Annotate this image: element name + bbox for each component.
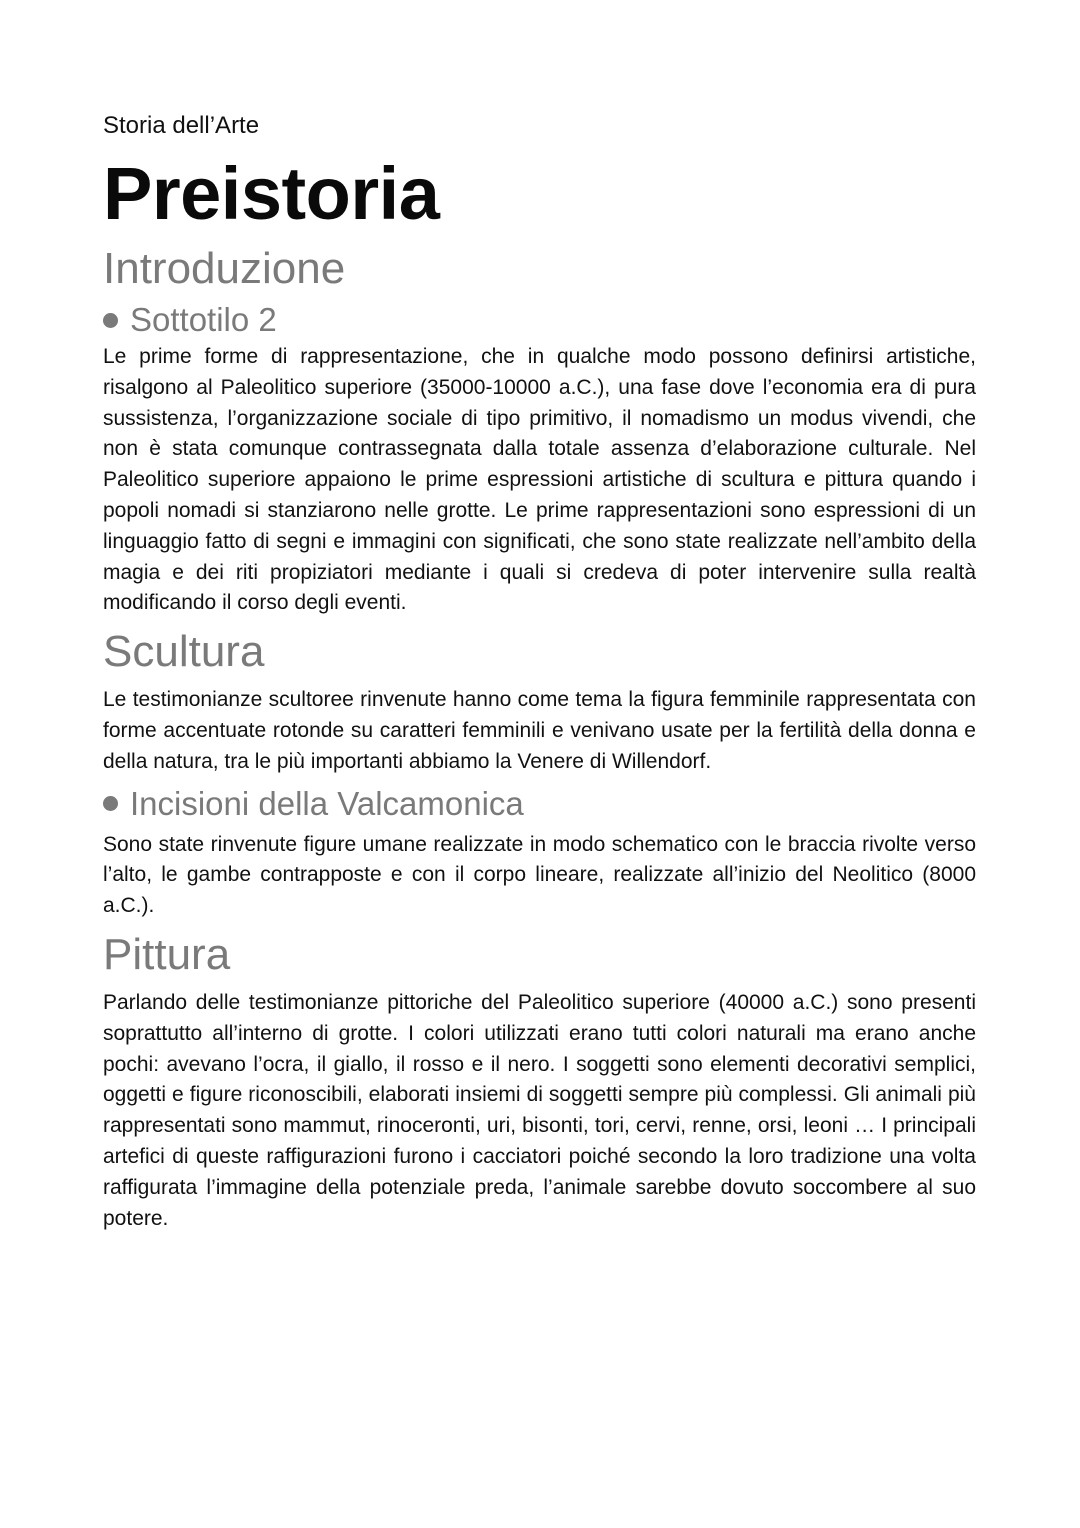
document-page	[103, 108, 976, 1234]
heading-scultura: Scultura	[103, 627, 265, 677]
paragraph-valcamonica: Sono state rinvenute figure umane realizzate in modo schematico con le braccia rivolte verso l’alto, le gambe contrapposte e con il corpo lineare, realizzate all’inizio del Neolitico (8000 a.C.).	[103, 832, 976, 918]
bullet-icon	[103, 313, 118, 328]
subject-label: Storia dell’Arte	[103, 112, 260, 139]
bullet-icon	[103, 796, 118, 811]
subheading-valcamonica	[103, 782, 976, 826]
document-title: Preistoria	[103, 152, 440, 235]
paragraph-scultura: Le testimonianze scultoree rinvenute hanno come tema la figura femminile rappresentata con forme accentuate rotonde su caratteri femminili e venivano usate per la fertilità della donna e della natura, tra le più importanti abbiamo la Venere di Willendorf.	[103, 688, 976, 773]
subheading-sottotitolo-text: Sottotilo 2	[130, 301, 277, 338]
heading-introduzione: Introduzione	[103, 244, 346, 293]
paragraph-pittura: Parlando delle testimonianze pittoriche del Paleolitico superiore (40000 a.C.) sono presenti soprattutto all’interno di grotte. I colori utilizzati erano tutti colori naturali ma erano anche pochi: avevano l’ocra, il giallo, il rosso e il nero. I soggetti sono elementi decorativi semplici, oggetti e figure riconoscibili, elaborati insiemi di soggetti sempre più complessi. Gli animali più rappresentati sono mammut, rinoceronti, uri, bisonti, tori, cervi, renne, orsi, leoni … I principali artefici di queste raffigurazioni furono i cacciatori poiché secondo la loro tradizione una volta raffigurata l’immagine della potenziale preda, l’animale sarebbe dovuto soccombere al suo potere.	[103, 990, 976, 1230]
subheading-valcamonica-text: Incisioni della Valcamonica	[130, 784, 524, 822]
paragraph-introduzione: Le prime forme di rappresentazione, che in qualche modo possono definirsi artistiche, risalgono al Paleolitico superiore (35000-10000 a.C.), una fase dove l’economia era di pura sussistenza, l’organizzazione sociale di tipo primitivo, il nomadismo un modus vivendi, che non è stata comunque contrassegnata dalla totale assenza d’elaborazione culturale. Nel Paleolitico superiore appaiono le prime espressioni artistiche di scultura e pittura quando i popoli nomadi si stanziarono nelle grotte. Le prime rappresentazioni sono espressioni di un linguaggio fatto di segni e immagini con significati, che sono state realizzate nell’ambito della magia e dei riti propiziatori mediante i quali si credeva di poter intervenire sulla realtà modificando il corso degli eventi.	[103, 345, 976, 615]
subheading-sottotitolo	[103, 298, 976, 342]
heading-pittura: Pittura	[103, 929, 231, 979]
